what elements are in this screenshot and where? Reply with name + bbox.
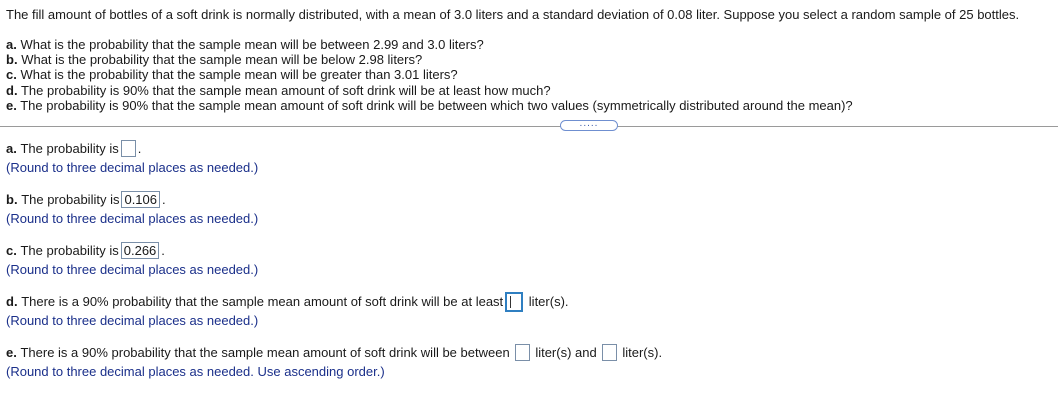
answer-suffix: .: [137, 140, 142, 156]
answer-b-input[interactable]: 0.106: [121, 191, 160, 208]
question-c: [6, 67, 458, 83]
answer-label: e.: [6, 344, 17, 360]
answer-b: [6, 191, 166, 208]
question-text: What is the probability that the sample mean will be below 2.98 liters?: [21, 52, 423, 67]
question-d: [6, 83, 551, 99]
answer-label: c.: [6, 242, 17, 258]
answer-prefix: The probability is: [20, 242, 119, 258]
answer-label: d.: [6, 294, 18, 309]
answer-e-input-lower[interactable]: [515, 344, 530, 361]
answer-label: a.: [6, 140, 17, 156]
question-text: The probability is 90% that the sample mean amount of soft drink will be between which two values (symmetrically distributed around the mean)?: [20, 98, 853, 113]
answer-label: b.: [6, 191, 18, 207]
answer-a-input[interactable]: [121, 140, 136, 157]
answer-suffix: .: [162, 191, 166, 207]
section-divider: [0, 126, 1058, 127]
answer-suffix: liter(s).: [622, 344, 663, 360]
answer-b-hint: (Round to three decimal places as needed.): [6, 211, 259, 226]
answer-prefix: There is a 90% probability that the sample mean amount of soft drink will be between: [20, 344, 510, 360]
answer-d: [6, 292, 569, 312]
question-b: [6, 52, 422, 68]
question-e: [6, 98, 853, 114]
answer-prefix: The probability is: [21, 191, 120, 207]
answer-e: [6, 344, 662, 361]
answer-middle: liter(s) and: [535, 344, 597, 360]
problem-intro: The fill amount of bottles of a soft drink is normally distributed, with a mean of 3.0 liters and a standard deviation of 0.08 liter. Suppose you select a random sample of 25 bottles.: [6, 7, 1020, 22]
question-text: What is the probability that the sample mean will be greater than 3.01 liters?: [20, 67, 458, 82]
answer-c: [6, 242, 165, 259]
question-label: e.: [6, 98, 17, 113]
answer-suffix: liter(s).: [528, 294, 569, 309]
answer-suffix: .: [161, 242, 165, 258]
question-label: d.: [6, 83, 18, 98]
question-label: a.: [6, 37, 17, 52]
question-text: The probability is 90% that the sample mean amount of soft drink will be at least how much?: [20, 83, 551, 98]
answer-d-input[interactable]: [505, 292, 523, 312]
question-a: [6, 37, 484, 53]
answer-a: [6, 140, 141, 157]
answer-c-input[interactable]: 0.266: [121, 242, 160, 259]
answer-c-hint: (Round to three decimal places as needed.): [6, 262, 259, 277]
answer-e-input-upper[interactable]: [602, 344, 617, 361]
answer-e-hint: (Round to three decimal places as needed. Use ascending order.): [6, 364, 385, 379]
answer-a-hint: (Round to three decimal places as needed.): [6, 160, 259, 175]
question-text: What is the probability that the sample mean will be between 2.99 and 3.0 liters?: [20, 37, 484, 52]
expand-button[interactable]: .....: [560, 120, 618, 131]
answer-prefix: The probability is: [20, 140, 119, 156]
answer-d-hint: (Round to three decimal places as needed.): [6, 313, 259, 328]
question-label: b.: [6, 52, 18, 67]
question-label: c.: [6, 67, 17, 82]
answer-prefix: There is a 90% probability that the sample mean amount of soft drink will be at least: [21, 294, 504, 309]
